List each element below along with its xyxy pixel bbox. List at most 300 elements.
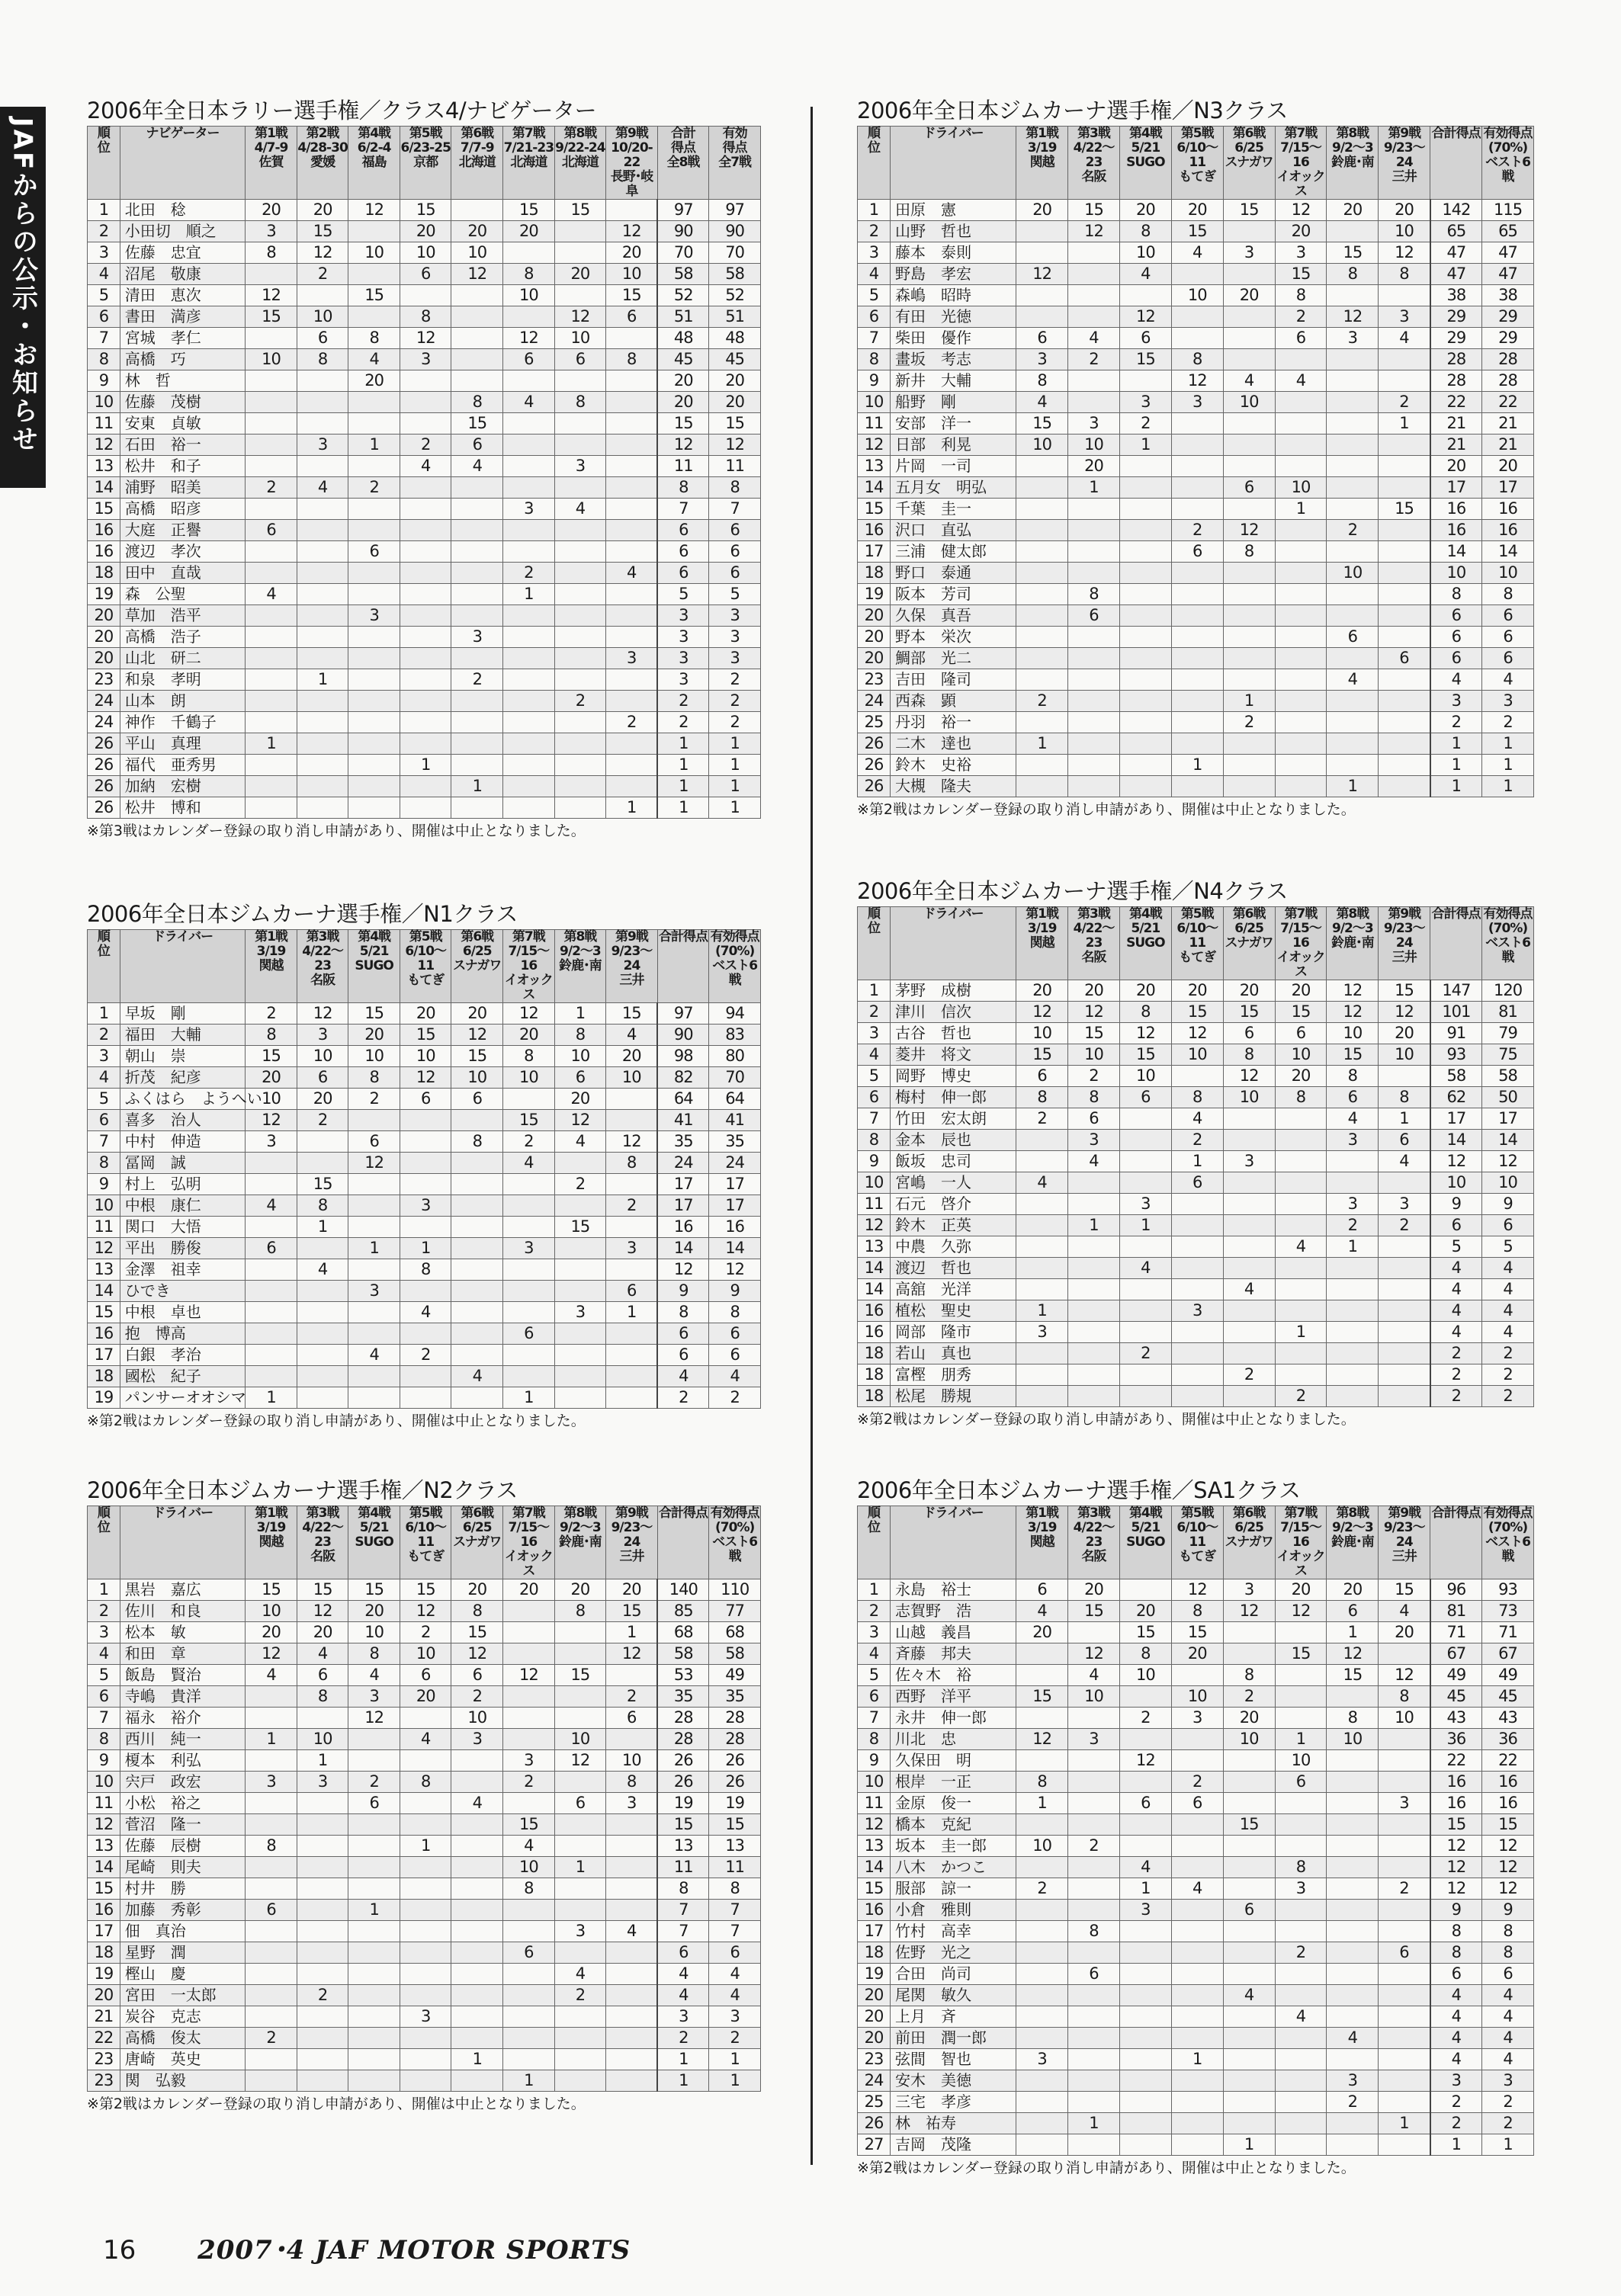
points-total-cell: 2	[1430, 1343, 1482, 1364]
name-cell: 福田 大輔	[120, 1025, 245, 1046]
round-points-cell: 10	[606, 264, 658, 285]
round-points-cell	[1223, 1130, 1275, 1151]
points-total-cell: 36	[1430, 1729, 1482, 1750]
round-points-cell	[503, 1281, 555, 1302]
round-points-cell: 20	[348, 1025, 400, 1046]
name-cell: 朝山 崇	[120, 1046, 245, 1067]
round-points-cell	[297, 1302, 348, 1323]
round-points-cell	[400, 1900, 451, 1921]
section-title: 2006年全日本ジムカーナ選手権／N2クラス	[87, 1477, 518, 1503]
round-points-cell: 15	[554, 200, 606, 221]
column-header: 有効得点 (70%) ベスト6戦	[1482, 1506, 1534, 1579]
name-cell: 黒岩 嘉広	[120, 1579, 245, 1601]
round-points-cell	[1016, 584, 1068, 605]
points-total-cell: 2	[1430, 2092, 1482, 2113]
rank-cell: 25	[858, 2092, 891, 2113]
round-points-cell	[1379, 1258, 1430, 1279]
round-points-cell: 4	[246, 1195, 297, 1217]
round-points-cell	[348, 2028, 400, 2049]
table-row	[88, 1921, 761, 1942]
name-cell: 高橋 浩子	[120, 627, 245, 648]
points-total-cell: 120	[1482, 980, 1534, 1002]
round-points-cell: 10	[400, 1046, 451, 1067]
round-points-cell: 3	[503, 1238, 555, 1259]
round-points-cell	[400, 1857, 451, 1878]
table-row	[858, 1878, 1534, 1900]
column-header: 合計得点	[1430, 127, 1482, 200]
rank-cell: 20	[858, 648, 891, 669]
rank-cell: 5	[88, 1665, 120, 1686]
round-points-cell: 10	[606, 1750, 658, 1772]
standings-table	[857, 126, 1534, 797]
column-header: 第5戦 6/10〜11 もてぎ	[1171, 127, 1223, 200]
table-row	[88, 1366, 761, 1387]
points-total-cell: 1	[1482, 733, 1534, 755]
table-row	[88, 1174, 761, 1195]
points-total-cell: 14	[657, 1238, 709, 1259]
points-total-cell: 2	[1482, 1386, 1534, 1407]
round-points-cell	[1068, 1878, 1120, 1900]
round-points-cell: 1	[451, 776, 503, 797]
column-header: 順 位	[858, 1506, 891, 1579]
round-points-cell: 3	[297, 1772, 348, 1793]
points-total-cell: 7	[657, 1921, 709, 1942]
column-header: 第6戦 7/7-9 北海道	[451, 127, 503, 200]
table-row	[88, 1686, 761, 1708]
points-total-cell: 14	[1430, 1130, 1482, 1151]
round-points-cell: 8	[1275, 1857, 1327, 1878]
table-row	[88, 1942, 761, 1964]
points-total-cell: 6	[709, 1345, 761, 1366]
round-points-cell	[451, 1174, 503, 1195]
rank-cell: 9	[88, 1174, 120, 1195]
round-points-cell	[554, 435, 606, 456]
points-total-cell: 8	[709, 1302, 761, 1323]
round-points-cell	[348, 1729, 400, 1750]
footnote: ※第2戦はカレンダー登録の取り消し申請があり、開催は中止となりました。	[87, 1413, 586, 1429]
table-row	[858, 1194, 1534, 1215]
name-cell: 服部 諒一	[890, 1878, 1016, 1900]
column-header: 第4戦 5/21 SUGO	[1119, 1506, 1171, 1579]
points-total-cell: 29	[1482, 306, 1534, 328]
round-points-cell	[1068, 1258, 1120, 1279]
round-points-cell: 1	[1275, 499, 1327, 520]
points-total-cell: 45	[657, 349, 709, 370]
rank-cell: 12	[88, 435, 120, 456]
round-points-cell: 2	[1119, 1708, 1171, 1729]
round-points-cell	[606, 499, 658, 520]
header-row	[858, 907, 1534, 980]
round-points-cell	[1171, 1900, 1223, 1921]
round-points-cell	[1379, 1985, 1430, 2006]
round-points-cell: 10	[1171, 285, 1223, 306]
round-points-cell	[400, 563, 451, 584]
round-points-cell	[1223, 456, 1275, 477]
table-row	[88, 1238, 761, 1259]
round-points-cell	[1275, 520, 1327, 541]
points-total-cell: 68	[709, 1622, 761, 1643]
round-points-cell: 12	[246, 1110, 297, 1131]
round-points-cell: 6	[503, 1942, 555, 1964]
round-points-cell	[1223, 1215, 1275, 1236]
round-points-cell	[1223, 2049, 1275, 2070]
round-points-cell	[1068, 1708, 1120, 1729]
points-total-cell: 4	[1482, 2028, 1534, 2049]
round-points-cell	[451, 1153, 503, 1174]
name-cell: 抱 博高	[120, 1323, 245, 1345]
name-cell: 草加 浩平	[120, 605, 245, 627]
round-points-cell	[1068, 755, 1120, 776]
round-points-cell	[1119, 1236, 1171, 1258]
table-row	[88, 242, 761, 264]
round-points-cell	[348, 1259, 400, 1281]
round-points-cell: 12	[246, 285, 297, 306]
round-points-cell: 20	[606, 1046, 658, 1067]
table-row	[858, 349, 1534, 370]
round-points-cell	[1171, 1729, 1223, 1750]
round-points-cell	[451, 306, 503, 328]
points-total-cell: 4	[1430, 1322, 1482, 1343]
name-cell: 吉岡 茂隆	[890, 2134, 1016, 2156]
points-total-cell: 12	[1430, 1151, 1482, 1172]
round-points-cell	[606, 1964, 658, 1985]
round-points-cell: 6	[1223, 1900, 1275, 1921]
column-header: 第9戦 10/20-22 長野･岐阜	[606, 127, 658, 200]
round-points-cell	[297, 1814, 348, 1836]
round-points-cell	[1223, 755, 1275, 776]
round-points-cell: 20	[554, 1579, 606, 1601]
round-points-cell	[1275, 1215, 1327, 1236]
round-points-cell	[246, 648, 297, 669]
round-points-cell	[554, 1708, 606, 1729]
rank-cell: 20	[88, 605, 120, 627]
table-row	[858, 584, 1534, 605]
round-points-cell: 3	[400, 2006, 451, 2028]
name-cell: 中根 卓也	[120, 1302, 245, 1323]
points-total-cell: 3	[709, 2006, 761, 2028]
round-points-cell	[503, 541, 555, 563]
points-total-cell: 4	[657, 1985, 709, 2006]
round-points-cell: 3	[1068, 1729, 1120, 1750]
table-row	[88, 627, 761, 648]
column-header: 第5戦 6/10〜11 もてぎ	[400, 1506, 451, 1579]
round-points-cell: 4	[297, 477, 348, 499]
round-points-cell: 3	[606, 1793, 658, 1814]
name-cell: 神作 千鶴子	[120, 712, 245, 733]
round-points-cell	[1379, 712, 1430, 733]
round-points-cell: 20	[1016, 980, 1068, 1002]
points-total-cell: 4	[1482, 1300, 1534, 1322]
points-total-cell: 6	[657, 541, 709, 563]
name-cell: 日部 利晃	[890, 435, 1016, 456]
points-total-cell: 15	[657, 1814, 709, 1836]
points-total-cell: 11	[709, 1857, 761, 1878]
round-points-cell: 1	[1223, 691, 1275, 712]
round-points-cell	[451, 1985, 503, 2006]
rank-cell: 18	[88, 563, 120, 584]
round-points-cell	[606, 691, 658, 712]
round-points-cell	[348, 584, 400, 605]
points-total-cell: 6	[657, 563, 709, 584]
round-points-cell	[348, 733, 400, 755]
points-total-cell: 1	[709, 2049, 761, 2070]
points-total-cell: 4	[1430, 1279, 1482, 1300]
round-points-cell: 6	[348, 541, 400, 563]
round-points-cell	[348, 776, 400, 797]
round-points-cell	[1379, 1814, 1430, 1836]
round-points-cell	[606, 1836, 658, 1857]
round-points-cell	[1119, 776, 1171, 797]
rank-cell: 14	[858, 1258, 891, 1279]
table-row	[858, 1023, 1534, 1044]
points-total-cell: 41	[657, 1110, 709, 1131]
points-total-cell: 3	[657, 669, 709, 691]
round-points-cell	[554, 1195, 606, 1217]
rank-cell: 10	[88, 1772, 120, 1793]
round-points-cell	[1223, 349, 1275, 370]
round-points-cell	[1016, 285, 1068, 306]
footnote: ※第2戦はカレンダー登録の取り消し申請があり、開催は中止となりました。	[857, 801, 1356, 818]
table-row	[858, 1643, 1534, 1665]
round-points-cell: 10	[348, 1622, 400, 1643]
round-points-cell: 3	[554, 1302, 606, 1323]
round-points-cell	[1379, 1921, 1430, 1942]
round-points-cell: 6	[1223, 477, 1275, 499]
table-row	[858, 1964, 1534, 1985]
round-points-cell: 2	[1016, 1878, 1068, 1900]
round-points-cell	[1379, 435, 1430, 456]
round-points-cell	[1327, 1814, 1379, 1836]
round-points-cell	[606, 1174, 658, 1195]
points-total-cell: 79	[1482, 1023, 1534, 1044]
round-points-cell	[606, 1878, 658, 1900]
points-total-cell: 80	[709, 1046, 761, 1067]
round-points-cell: 1	[246, 733, 297, 755]
round-points-cell: 4	[451, 1366, 503, 1387]
name-cell: 岡野 博史	[890, 1066, 1016, 1087]
column-header: 第1戦 3/19 関越	[246, 930, 297, 1003]
round-points-cell	[1068, 1322, 1120, 1343]
round-points-cell	[1223, 1386, 1275, 1407]
round-points-cell	[400, 1964, 451, 1985]
round-points-cell	[1223, 435, 1275, 456]
name-cell: 茅野 成樹	[890, 980, 1016, 1002]
points-total-cell: 8	[709, 1878, 761, 1900]
header-row	[88, 127, 761, 200]
column-header: 第4戦 5/21 SUGO	[1119, 127, 1171, 200]
round-points-cell: 10	[297, 1046, 348, 1067]
round-points-cell	[1275, 1622, 1327, 1643]
round-points-cell	[451, 1195, 503, 1217]
round-points-cell	[451, 1217, 503, 1238]
rank-cell: 16	[858, 1300, 891, 1322]
round-points-cell: 12	[1275, 1601, 1327, 1622]
name-cell: 西森 顕	[890, 691, 1016, 712]
round-points-cell: 2	[246, 1003, 297, 1025]
rank-cell: 13	[858, 1836, 891, 1857]
round-points-cell: 6	[1379, 648, 1430, 669]
points-total-cell: 110	[709, 1579, 761, 1601]
round-points-cell	[503, 1259, 555, 1281]
name-cell: 佐藤 茂樹	[120, 392, 245, 413]
rank-cell: 3	[858, 242, 891, 264]
points-total-cell: 6	[657, 520, 709, 541]
table-row	[858, 1665, 1534, 1686]
round-points-cell: 20	[297, 200, 348, 221]
round-points-cell: 8	[1171, 349, 1223, 370]
round-points-cell: 6	[1171, 1793, 1223, 1814]
name-cell: 榎本 利弘	[120, 1750, 245, 1772]
points-total-cell: 16	[709, 1217, 761, 1238]
round-points-cell: 12	[400, 1601, 451, 1622]
round-points-cell	[1171, 2028, 1223, 2049]
round-points-cell: 6	[554, 1067, 606, 1089]
points-total-cell: 2	[1482, 1343, 1534, 1364]
round-points-cell	[246, 413, 297, 435]
round-points-cell	[606, 1366, 658, 1387]
round-points-cell	[400, 1814, 451, 1836]
table-row	[858, 1386, 1534, 1407]
round-points-cell	[1171, 1364, 1223, 1386]
round-points-cell	[1068, 1172, 1120, 1194]
points-total-cell: 38	[1482, 285, 1534, 306]
rank-cell: 4	[88, 1067, 120, 1089]
round-points-cell: 8	[451, 1601, 503, 1622]
round-points-cell	[297, 712, 348, 733]
round-points-cell	[297, 1921, 348, 1942]
rank-cell: 23	[88, 669, 120, 691]
round-points-cell	[297, 1942, 348, 1964]
round-points-cell: 6	[246, 1238, 297, 1259]
round-points-cell	[1275, 1964, 1327, 1985]
round-points-cell	[1275, 1708, 1327, 1729]
round-points-cell: 10	[1119, 242, 1171, 264]
rank-cell: 15	[88, 1878, 120, 1900]
table-row	[858, 1942, 1534, 1964]
points-total-cell: 15	[709, 413, 761, 435]
round-points-cell	[1171, 1322, 1223, 1343]
points-total-cell: 24	[709, 1153, 761, 1174]
points-total-cell: 2	[1430, 712, 1482, 733]
points-total-cell: 1	[1430, 2134, 1482, 2156]
round-points-cell	[1016, 1643, 1068, 1665]
round-points-cell	[1016, 1151, 1068, 1172]
round-points-cell	[1016, 669, 1068, 691]
points-total-cell: 101	[1430, 1002, 1482, 1023]
table-row	[858, 435, 1534, 456]
round-points-cell	[1327, 605, 1379, 627]
round-points-cell	[1327, 712, 1379, 733]
round-points-cell: 20	[348, 370, 400, 392]
round-points-cell	[1379, 1964, 1430, 1985]
round-points-cell	[1016, 1364, 1068, 1386]
round-points-cell	[1379, 2028, 1430, 2049]
table-row	[858, 1601, 1534, 1622]
round-points-cell: 1	[606, 1622, 658, 1643]
round-points-cell	[1016, 1900, 1068, 1921]
round-points-cell: 15	[246, 306, 297, 328]
round-points-cell	[1016, 242, 1068, 264]
round-points-cell	[503, 1217, 555, 1238]
round-points-cell	[1327, 499, 1379, 520]
rank-cell: 15	[858, 499, 891, 520]
round-points-cell: 8	[246, 1836, 297, 1857]
rank-cell: 4	[858, 1044, 891, 1066]
name-cell: 鈴木 史裕	[890, 755, 1016, 776]
round-points-cell	[1379, 1900, 1430, 1921]
round-points-cell	[297, 541, 348, 563]
round-points-cell: 1	[606, 1302, 658, 1323]
round-points-cell: 2	[1068, 1066, 1120, 1087]
round-points-cell: 8	[1223, 541, 1275, 563]
round-points-cell: 15	[1016, 1686, 1068, 1708]
round-points-cell	[1275, 541, 1327, 563]
round-points-cell	[1068, 520, 1120, 541]
round-points-cell	[554, 1259, 606, 1281]
rank-cell: 3	[88, 242, 120, 264]
round-points-cell	[1223, 2028, 1275, 2049]
round-points-cell	[1119, 648, 1171, 669]
name-cell: 金原 俊一	[890, 1793, 1016, 1814]
points-total-cell: 2	[657, 691, 709, 712]
round-points-cell	[246, 712, 297, 733]
round-points-cell: 1	[1223, 2134, 1275, 2156]
round-points-cell	[297, 1878, 348, 1900]
round-points-cell: 3	[1016, 2049, 1068, 2070]
round-points-cell	[246, 1964, 297, 1985]
round-points-cell	[1171, 691, 1223, 712]
round-points-cell: 4	[1223, 370, 1275, 392]
points-total-cell: 96	[1430, 1579, 1482, 1601]
table-row	[858, 1622, 1534, 1643]
round-points-cell	[1119, 712, 1171, 733]
round-points-cell: 20	[451, 1003, 503, 1025]
table-row	[858, 200, 1534, 221]
round-points-cell	[503, 435, 555, 456]
round-points-cell	[1275, 2113, 1327, 2134]
round-points-cell: 4	[1379, 328, 1430, 349]
rank-cell: 17	[88, 1345, 120, 1366]
name-cell: 久保 真吾	[890, 605, 1016, 627]
round-points-cell	[1119, 2092, 1171, 2113]
round-points-cell: 10	[1275, 1750, 1327, 1772]
round-points-cell	[554, 1836, 606, 1857]
round-points-cell: 6	[1379, 1942, 1430, 1964]
round-points-cell	[1119, 1322, 1171, 1343]
column-header: 第5戦 6/23-25 京都	[400, 127, 451, 200]
round-points-cell	[348, 669, 400, 691]
points-total-cell: 6	[709, 541, 761, 563]
points-total-cell: 68	[657, 1622, 709, 1643]
column-header: ドライバー	[890, 127, 1016, 200]
round-points-cell	[246, 2070, 297, 2092]
round-points-cell: 15	[1327, 1044, 1379, 1066]
round-points-cell	[246, 669, 297, 691]
rank-cell: 3	[858, 1023, 891, 1044]
round-points-cell	[451, 648, 503, 669]
round-points-cell: 2	[554, 691, 606, 712]
round-points-cell	[1068, 1343, 1120, 1364]
round-points-cell	[606, 477, 658, 499]
round-points-cell: 12	[297, 1003, 348, 1025]
round-points-cell	[297, 1366, 348, 1387]
round-points-cell: 4	[1119, 264, 1171, 285]
round-points-cell: 2	[554, 1985, 606, 2006]
round-points-cell	[451, 477, 503, 499]
round-points-cell	[348, 1195, 400, 1217]
points-total-cell: 82	[657, 1067, 709, 1089]
round-points-cell: 4	[297, 1259, 348, 1281]
